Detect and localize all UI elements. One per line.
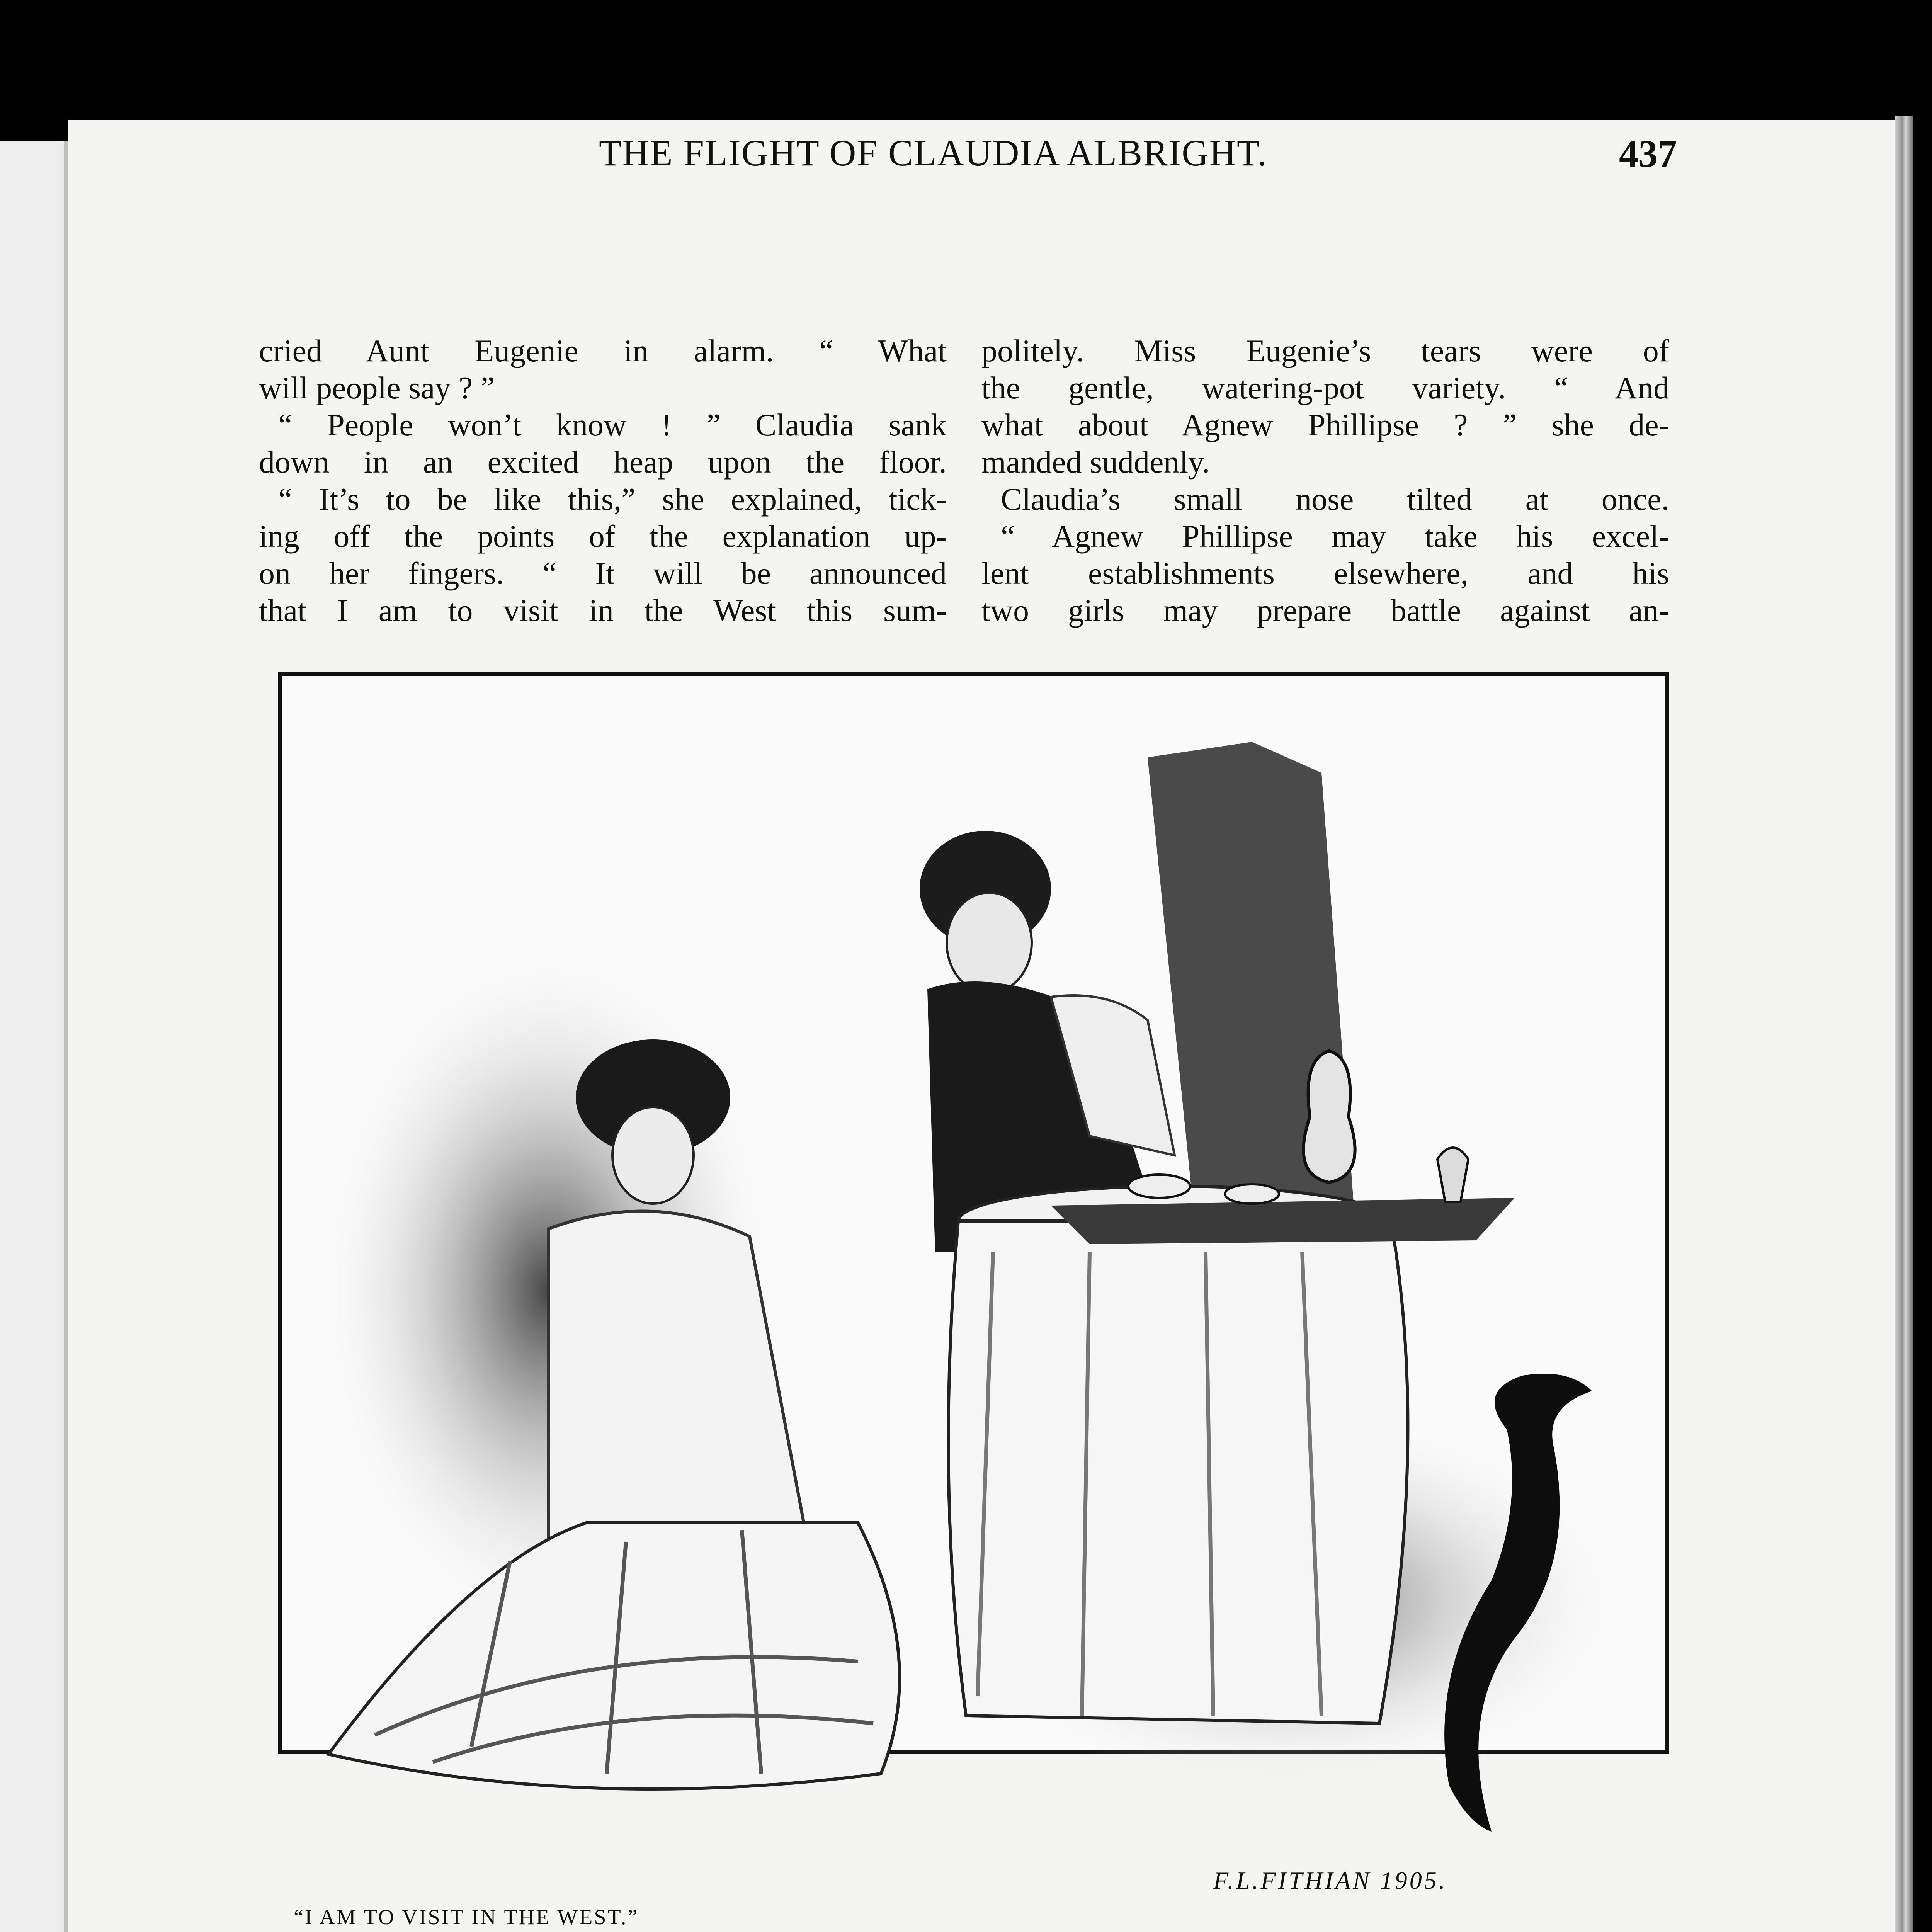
text-line: “ People won’t know ! ” Claudia sank [278, 407, 947, 442]
running-title: THE FLIGHT OF CLAUDIA ALBRIGHT. [599, 132, 1268, 173]
text-line: ing off the points of the explanation up- [259, 519, 947, 554]
illustration-caption: “I AM TO VISIT IN THE WEST.” [294, 1905, 639, 1929]
text-line: manded suddenly. [981, 444, 1210, 480]
text-line: what about Agnew Phillipse ? ” she de- [981, 407, 1669, 442]
illustration-frame [278, 672, 1669, 1754]
text-line: will people say ? ” [259, 370, 495, 405]
text-line: “ Agnew Phillipse may take his excel- [1001, 519, 1669, 554]
text-line: cried Aunt Eugenie in alarm. “ What [259, 333, 947, 368]
facing-page-edge [0, 141, 68, 1932]
page-number: 437 [1619, 132, 1677, 175]
page-stack-edge [1895, 116, 1913, 1932]
text-line: on her fingers. “ It will be announced [259, 556, 947, 591]
artist-signature: F.L.FITHIAN 1905. [1213, 1867, 1447, 1894]
text-line: Claudia’s small nose tilted at once. [1001, 481, 1669, 517]
text-line: “ It’s to be like this,” she explained, tick- [278, 481, 947, 517]
column-top-right [981, 332, 1669, 629]
text-line: lent establishments elsewhere, and his [981, 556, 1669, 591]
column-top-left [259, 332, 947, 629]
text-line: that I am to visit in the West this sum- [259, 593, 947, 628]
text-line: down in an excited heap upon the floor. [259, 444, 947, 480]
text-line: the gentle, watering-pot variety. “ And [981, 370, 1669, 405]
illustration-two-women-at-tea-table [201, 672, 1747, 1932]
text-line: two girls may prepare battle against an- [981, 593, 1669, 628]
text-line: politely. Miss Eugenie’s tears were of [981, 333, 1669, 368]
